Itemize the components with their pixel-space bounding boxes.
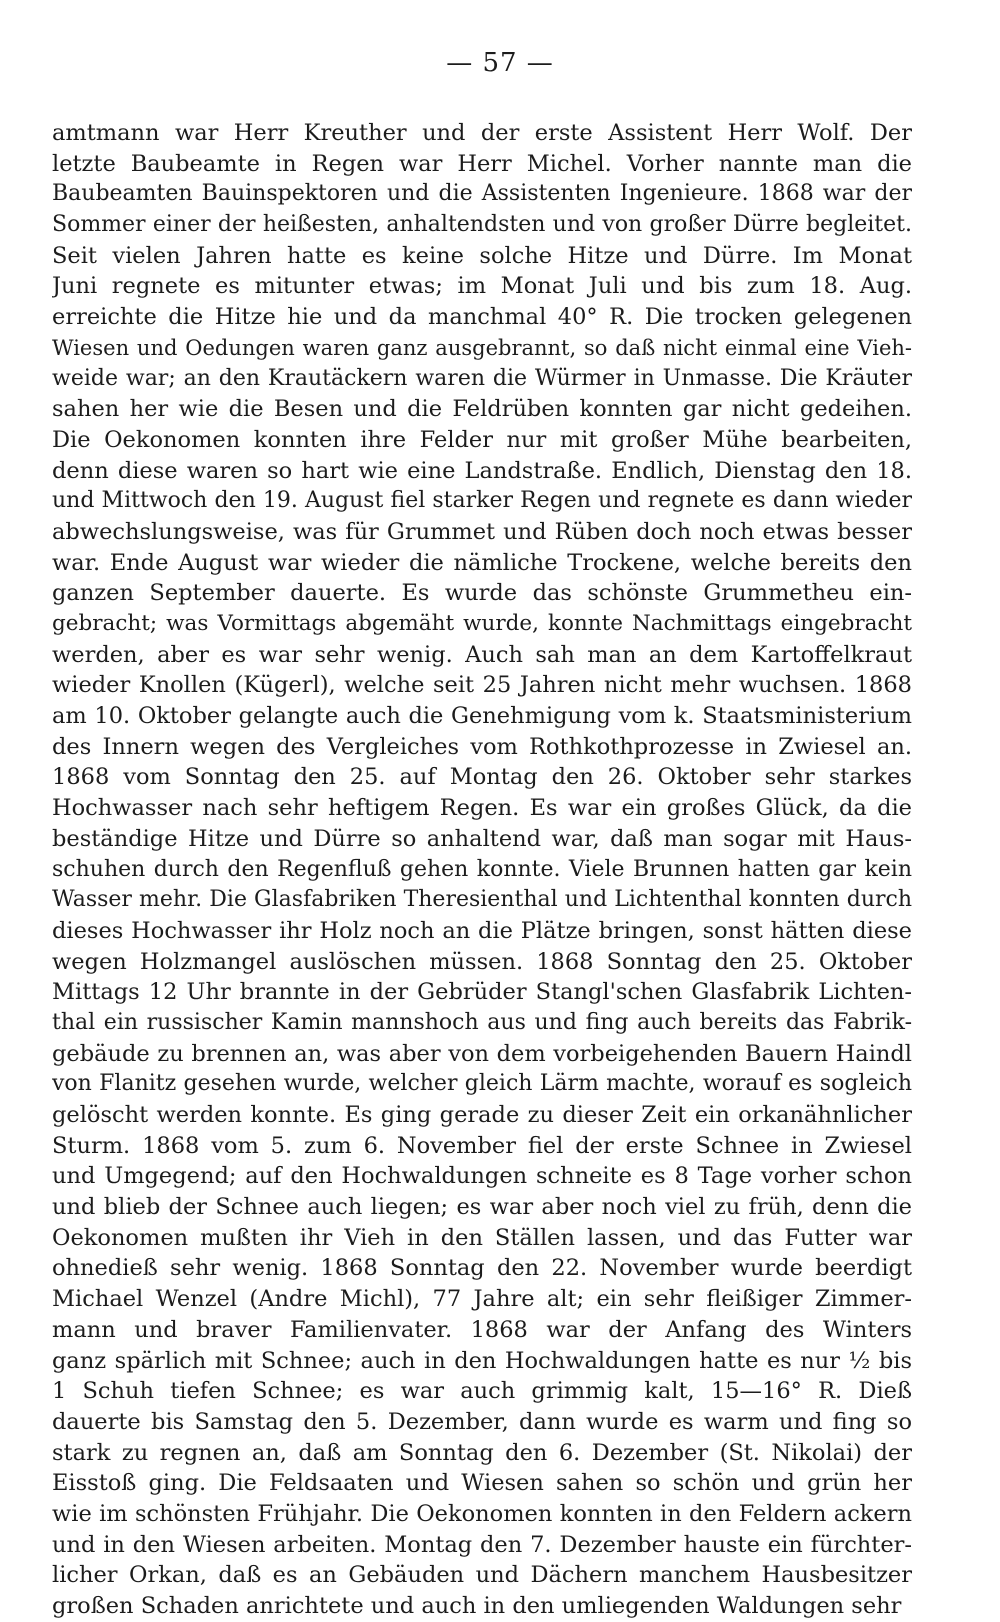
text-line: Wiesen und Oedungen waren ganz ausgebrannt, so daß nicht einmal eine Vieh-: [52, 335, 912, 360]
text-line: des Innern wegen des Vergleiches vom Rothkothprozesse in Zwiesel an.: [52, 733, 912, 760]
text-line: weide war; an den Krautäckern waren die Würmer in Unmasse. Die Kräuter: [52, 365, 912, 391]
text-line: am 10. Oktober gelangte auch die Genehmigung vom k. Staatsministerium: [52, 703, 912, 730]
text-line: mann und braver Familienvater. 1868 war der Anfang des Winters: [52, 1316, 912, 1343]
text-line: denn diese waren so hart wie eine Landstraße. Endlich, Dienstag den 18.: [52, 457, 912, 484]
text-line: sahen her wie die Besen und die Feldrüben konnten gar nicht gedeihen.: [52, 396, 912, 423]
text-line: dauerte bis Samstag den 5. Dezember, dann wurde es warm und fing so: [52, 1408, 912, 1435]
body-text: [52, 118, 912, 1622]
text-line: ohnedieß sehr wenig. 1868 Sonntag den 22. November wurde beerdigt: [52, 1255, 912, 1282]
text-line: Wasser mehr. Die Glasfabriken Theresienthal und Lichtenthal konnten durch: [52, 887, 912, 913]
text-line: Sturm. 1868 vom 5. zum 6. November fiel der erste Schnee in Zwiesel: [52, 1132, 912, 1159]
text-line: dieses Hochwasser ihr Holz noch an die Plätze bringen, sonst hätten diese: [52, 917, 912, 944]
text-line: wie im schönsten Frühjahr. Die Oekonomen konnten in den Feldern ackern: [52, 1500, 912, 1527]
text-line: schuhen durch den Regenfluß gehen konnte. Viele Brunnen hatten gar kein: [52, 856, 912, 882]
text-line: abwechslungsweise, was für Grummet und Rüben doch noch etwas besser: [52, 518, 912, 545]
text-line: Mittags 12 Uhr brannte in der Gebrüder Stangl'schen Glasfabrik Lichten-: [52, 979, 912, 1006]
text-line: letzte Baubeamte in Regen war Herr Michel. Vorher nannte man die: [52, 150, 912, 177]
text-line: war. Ende August war wieder die nämliche Trockene, welche bereits den: [52, 549, 912, 576]
text-line: Hochwasser nach sehr heftigem Regen. Es war ein großes Glück, da die: [52, 795, 912, 822]
text-line: werden, aber es war sehr wenig. Auch sah man an dem Kartoffelkraut: [52, 641, 912, 668]
text-line: wegen Holzmangel auslöschen müssen. 1868 Sonntag den 25. Oktober: [52, 948, 912, 975]
text-line: 1868 vom Sonntag den 25. auf Montag den 26. Oktober sehr starkes: [52, 764, 912, 791]
text-line: gebäude zu brennen an, was aber von dem vorbeigehenden Bauern Haindl: [52, 1040, 912, 1067]
text-line: Juni regnete es mitunter etwas; im Monat Juli und bis zum 18. Aug.: [52, 273, 912, 300]
text-line: Michael Wenzel (Andre Michl), 77 Jahre alt; ein sehr fleißiger Zimmer-: [52, 1286, 912, 1313]
page-number: — 57 —: [446, 48, 554, 78]
text-line: großen Schaden anrichtete und auch in den umliegenden Waldungen sehr: [52, 1593, 902, 1619]
text-line: erreichte die Hitze hie und da manchmal 40° R. Die trocken gelegenen: [52, 304, 912, 331]
text-line: Eisstoß ging. Die Feldsaaten und Wiesen sahen so schön und grün her: [52, 1470, 912, 1497]
text-line: Seit vielen Jahren hatte es keine solche Hitze und Dürre. Im Monat: [52, 242, 912, 269]
text-line: und blieb der Schnee auch liegen; es war aber noch viel zu früh, denn die: [52, 1194, 912, 1221]
text-line: 1 Schuh tiefen Schnee; es war auch grimmig kalt, 15—16° R. Dieß: [52, 1378, 912, 1405]
text-line: gelöscht werden konnte. Es ging gerade zu dieser Zeit ein orkanähnlicher: [52, 1102, 912, 1128]
text-line: licher Orkan, daß es an Gebäuden und Dächern manchem Hausbesitzer: [52, 1562, 912, 1589]
text-line: wieder Knollen (Kügerl), welche seit 25 Jahren nicht mehr wuchsen. 1868: [52, 672, 912, 699]
text-line: amtmann war Herr Kreuther und der erste Assistent Herr Wolf. Der: [52, 120, 912, 146]
text-line: Die Oekonomen konnten ihre Felder nur mit großer Mühe bearbeiten,: [52, 426, 912, 453]
text-line: thal ein russischer Kamin mannshoch aus und fing auch bereits das Fabrik-: [52, 1009, 912, 1035]
text-line: ganzen September dauerte. Es wurde das schönste Grummetheu ein-: [52, 580, 912, 607]
text-line: ganz spärlich mit Schnee; auch in den Hochwaldungen hatte es nur ½ bis: [52, 1347, 912, 1374]
text-line: Sommer einer der heißesten, anhaltendsten und von großer Dürre begleitet.: [52, 212, 912, 238]
text-line: von Flanitz gesehen wurde, welcher gleich Lärm machte, worauf es sogleich: [52, 1071, 912, 1097]
text-line: und Umgegend; auf den Hochwaldungen schneite es 8 Tage vorher schon: [52, 1163, 912, 1190]
text-line: und Mittwoch den 19. August fiel starker Regen und regnete es dann wieder: [52, 488, 912, 514]
text-line: Oekonomen mußten ihr Vieh in den Ställen lassen, und das Futter war: [52, 1224, 912, 1251]
text-line: und in den Wiesen arbeiten. Montag den 7. Dezember hauste ein fürchter-: [52, 1531, 912, 1558]
text-line: Baubeamten Bauinspektoren und die Assistenten Ingenieure. 1868 war der: [52, 181, 912, 207]
text-line: stark zu regnen an, daß am Sonntag den 6. Dezember (St. Nikolai) der: [52, 1439, 912, 1466]
text-line: beständige Hitze und Dürre so anhaltend war, daß man sogar mit Haus-: [52, 825, 912, 852]
text-line: gebracht; was Vormittags abgemäht wurde, konnte Nachmittags eingebracht: [52, 611, 912, 636]
